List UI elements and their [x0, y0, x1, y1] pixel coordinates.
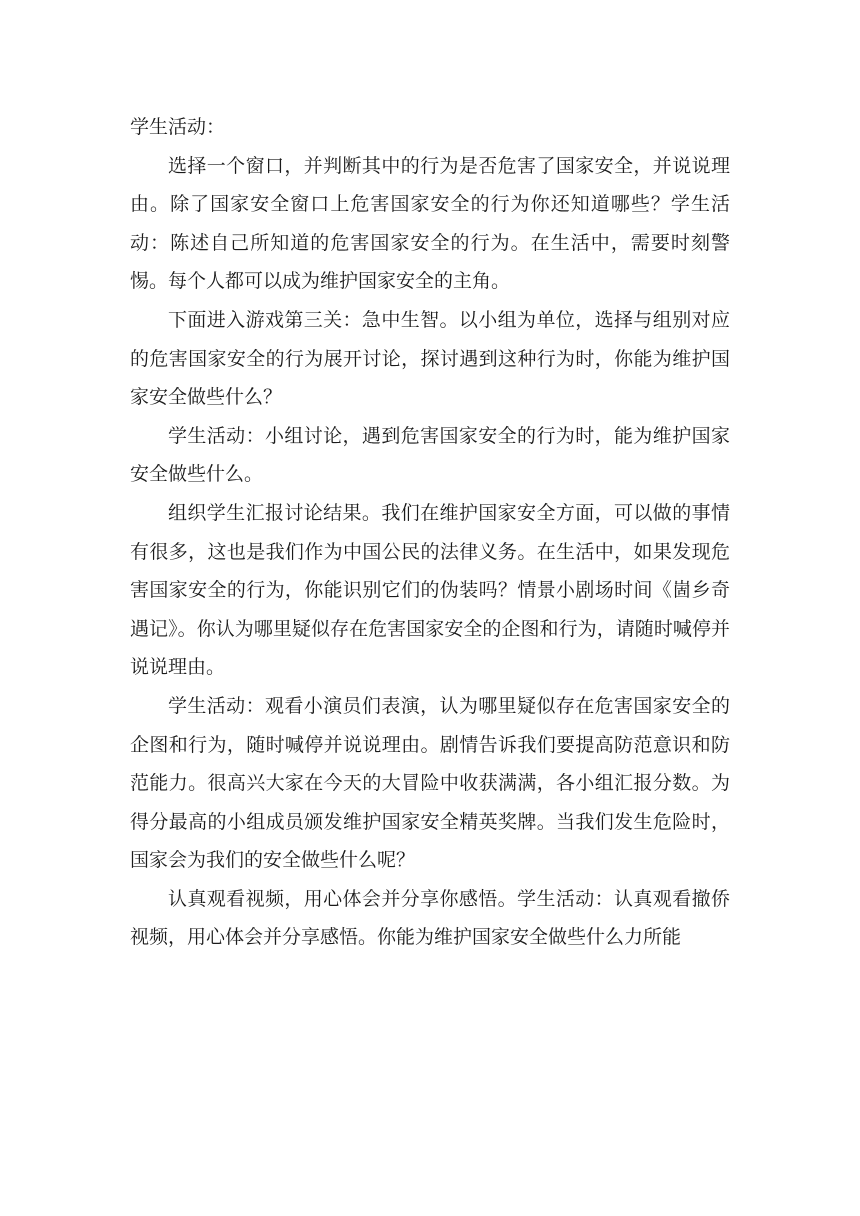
paragraph-4: 组织学生汇报讨论结果。我们在维护国家安全方面，可以做的事情有很多，这也是我们作为中国公民的法律义务。在生活中，如果发现危害国家安全的行为，你能识别它们的伪装吗？情景小剧场时间《崮乡奇遇记》。你认为哪里疑似存在危害国家安全的企图和行为，请随时喊停并说说理由。	[130, 501, 730, 679]
document-body	[130, 108, 730, 957]
paragraph-5: 学生活动：观看小演员们表演，认为哪里疑似存在危害国家安全的企图和行为，随时喊停并说说理由。剧情告诉我们要提高防范意识和防范能力。很高兴大家在今天的大冒险中收获满满，各小组汇报分数。为得分最高的小组成员颁发维护国家安全精英奖牌。当我们发生危险时，国家会为我们的安全做些什么呢？	[130, 694, 730, 872]
paragraph-1: 选择一个窗口，并判断其中的行为是否危害了国家安全，并说说理由。除了国家安全窗口上危害国家安全的行为你还知道哪些？学生活动：陈述自己所知道的危害国家安全的行为。在生活中，需要时刻警惕。每个人都可以成为维护国家安全的主角。	[130, 154, 730, 293]
paragraph-3: 学生活动：小组讨论，遇到危害国家安全的行为时，能为维护国家安全做些什么。	[130, 424, 730, 486]
paragraph-6: 认真观看视频，用心体会并分享你感悟。学生活动：认真观看撤侨视频，用心体会并分享感悟。你能为维护国家安全做些什么力所能	[130, 887, 730, 949]
section-heading: 学生活动：	[130, 116, 226, 138]
paragraph-2: 下面进入游戏第三关：急中生智。以小组为单位，选择与组别对应的危害国家安全的行为展开讨论，探讨遇到这种行为时，你能为维护国家安全做些什么？	[130, 308, 730, 409]
